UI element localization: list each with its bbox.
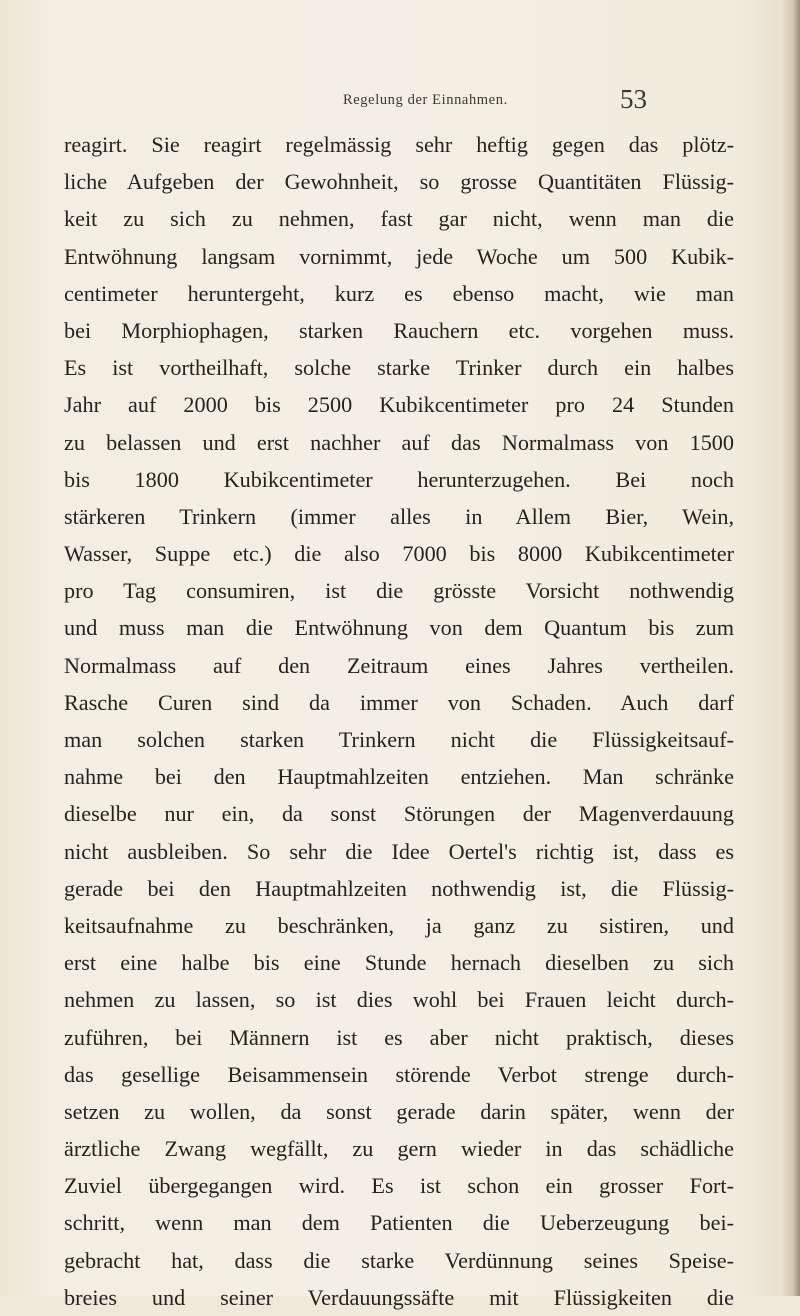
text-line: pro Tag consumiren, ist die grösste Vorsicht nothwendig [64,578,734,604]
page-edge-shadow [782,0,800,1296]
text-line: keit zu sich zu nehmen, fast gar nicht, wenn man die [64,206,734,232]
text-line: centimeter heruntergeht, kurz es ebenso macht, wie man [64,280,734,306]
text-line: ärztliche Zwang wegfällt, zu gern wieder in das schädliche [64,1136,734,1162]
text-line: schritt, wenn man dem Patienten die Ueberzeugung bei- [64,1210,734,1236]
text-line: man solchen starken Trinkern nicht die Flüssigkeitsauf- [64,727,734,752]
text-line: Entwöhnung langsam vornimmt, jede Woche um 500 Kubik- [64,243,734,269]
page-number: 53 [620,84,647,114]
text-line: gerade bei den Hauptmahlzeiten nothwendig ist, die Flüssig- [64,875,734,901]
text-line: nahme bei den Hauptmahlzeiten entziehen. Man schränke [64,764,734,790]
text-line: und muss man die Entwöhnung von dem Quantum bis zum [64,615,734,641]
text-line: setzen zu wollen, da sonst gerade darin später, wenn der [64,1098,734,1124]
body-text [64,126,734,1316]
text-line: bei Morphiophagen, starken Rauchern etc. vorgehen muss. [64,317,734,343]
text-line: gebracht hat, dass die starke Verdünnung seines Speise- [64,1247,734,1273]
text-line: Es ist vortheilhaft, solche starke Trinker durch ein halbes [64,355,734,381]
text-line: breies und seiner Verdauungssäfte mit Flüssigkeiten die [64,1284,734,1310]
text-line: stärkeren Trinkern (immer alles in Allem Bier, Wein, [64,503,734,529]
text-line: Rasche Curen sind da immer von Schaden. Auch darf [64,689,734,715]
text-line: das gesellige Beisammensein störende Verbot strenge durch- [64,1061,734,1087]
text-line: erst eine halbe bis eine Stunde hernach dieselben zu sich [64,950,734,976]
text-line: nehmen zu lassen, so ist dies wohl bei Frauen leicht durch- [64,987,734,1013]
text-line: bis 1800 Kubikcentimeter herunterzugehen. Bei noch [64,466,734,492]
text-line: Jahr auf 2000 bis 2500 Kubikcentimeter pro 24 Stunden [64,392,734,418]
text-line: zu belassen und erst nachher auf das Normalmass von 1500 [64,429,734,455]
text-line: keitsaufnahme zu beschränken, ja ganz zu sistiren, und [64,912,734,938]
page-header [0,86,800,116]
text-line: liche Aufgeben der Gewohnheit, so grosse Quantitäten Flüssig- [64,169,734,195]
text-line: Normalmass auf den Zeitraum eines Jahres vertheilen. [64,652,734,678]
text-line: dieselbe nur ein, da sonst Störungen der Magenverdauung [64,801,734,827]
text-line: reagirt. Sie reagirt regelmässig sehr heftig gegen das plötz- [64,132,734,157]
text-line: Zuviel übergegangen wird. Es ist schon ein grosser Fort- [64,1173,734,1199]
running-head: Regelung der Einnahmen. [343,92,508,108]
text-line: nicht ausbleiben. So sehr die Idee Oertel's richtig ist, dass es [64,838,734,864]
text-line: zuführen, bei Männern ist es aber nicht praktisch, dieses [64,1024,734,1050]
text-line: Wasser, Suppe etc.) die also 7000 bis 8000 Kubikcentimeter [64,541,734,567]
